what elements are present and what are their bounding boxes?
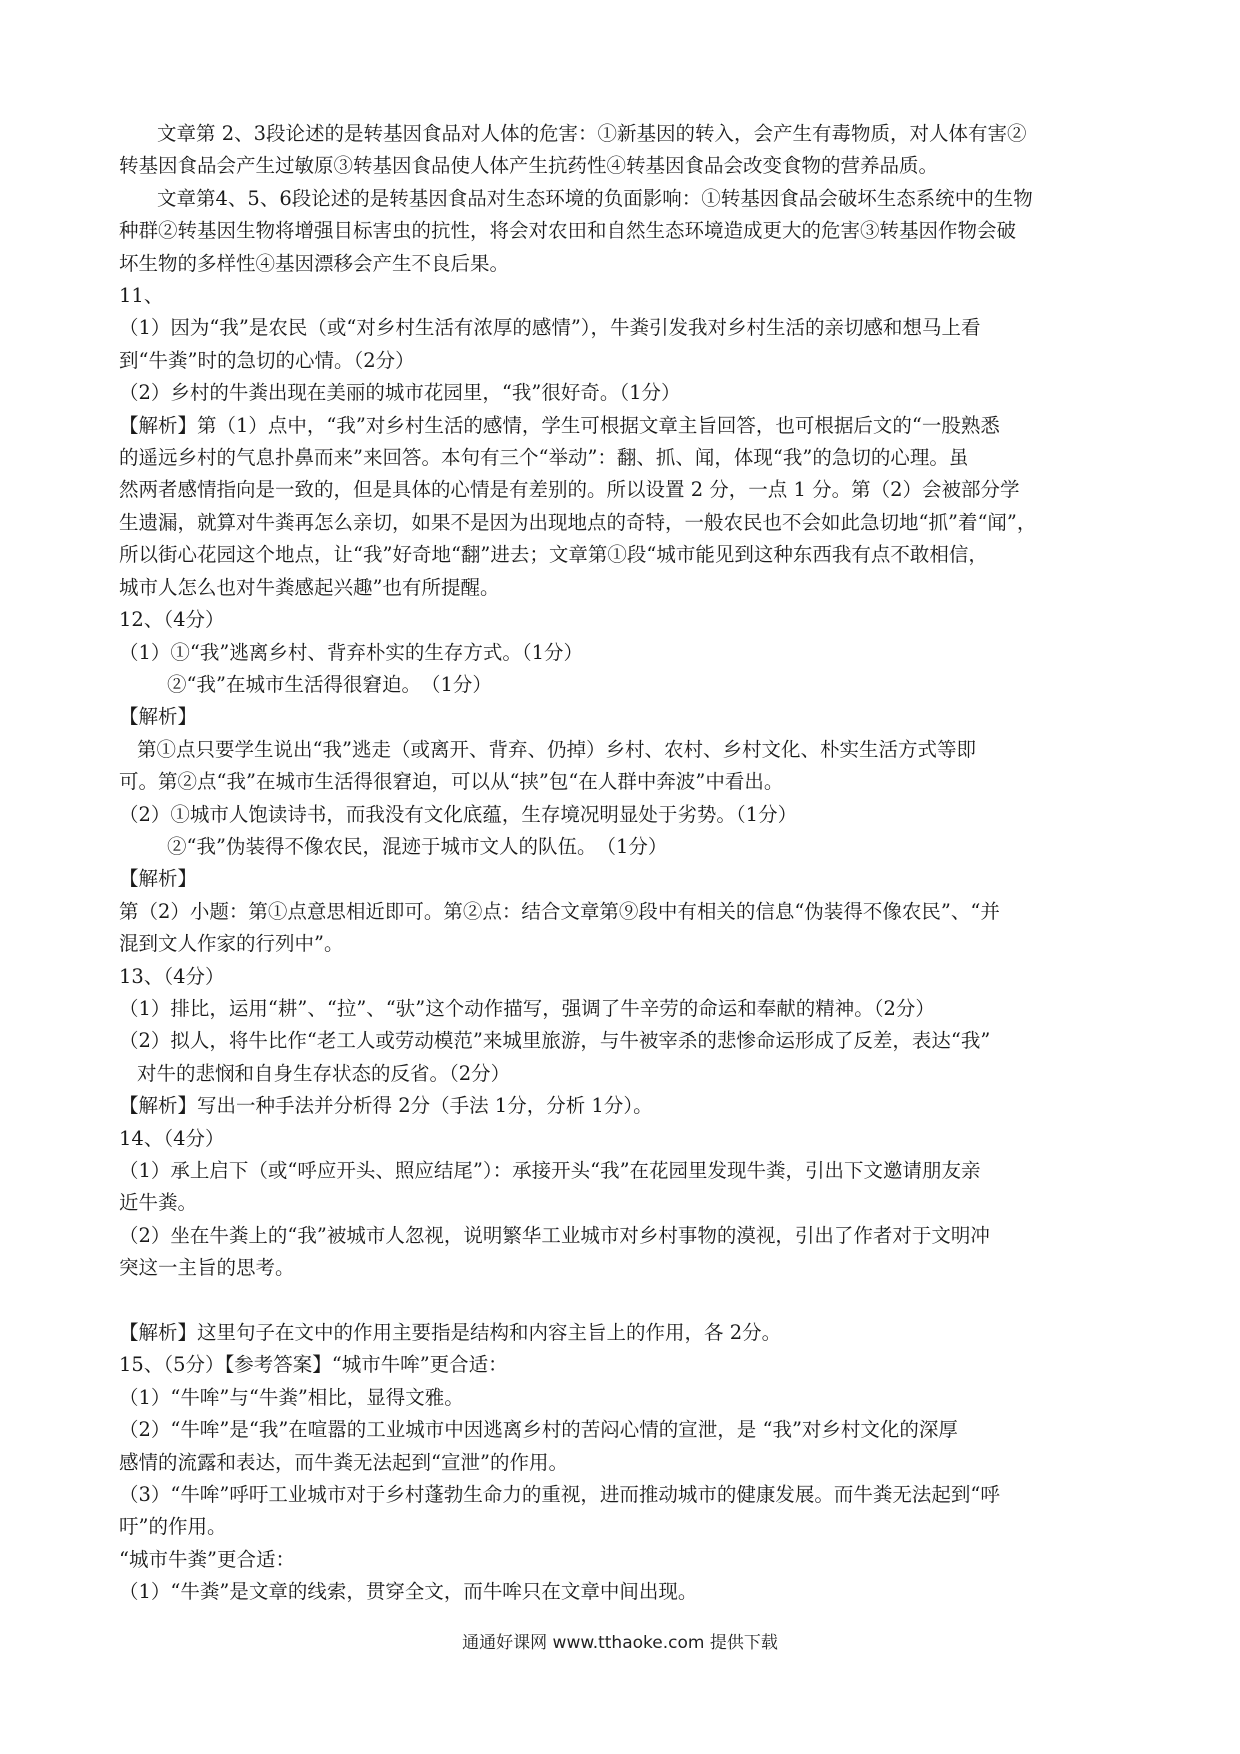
- text-line: 对牛的悲悯和自身生存状态的反省。（2分）: [137, 1061, 511, 1085]
- text-line: （1）因为“我”是农民（或“对乡村生活有浓厚的感情”），牛粪引发我对乡村生活的亲切感和想马上看: [119, 316, 981, 340]
- text-line: 文章第4、5、6段论述的是转基因食品对生态环境的负面影响：①转基因食品会破坏生态系统中的生物: [157, 186, 1033, 210]
- text-line: （2）①城市人饱读诗书，而我没有文化底蕴，生存境况明显处于劣势。（1分）: [119, 802, 798, 826]
- text-line: （3）“牛哞”呼吁工业城市对于乡村蓬勃生命力的重视，进而推动城市的健康发展。而牛粪无法起到“呼: [119, 1483, 1000, 1507]
- text-line: （2）坐在牛粪上的“我”被城市人忽视，说明繁华工业城市对乡村事物的漠视，引出了作者对于文明冲: [119, 1223, 990, 1247]
- text-line: （1）承上启下（或“呼应开头、照应结尾”）：承接开头“我”在花园里发现牛粪，引出下文邀请朋友亲: [119, 1159, 981, 1182]
- text-line: 可。第②点“我”在城市生活得很窘迫，可以从“挟”包“在人群中奔波”中看出。: [119, 770, 784, 794]
- text-line: （2）拟人，将牛比作“老工人或劳动模范”来城里旅游，与牛被宰杀的悲惨命运形成了反差，表达“我”: [119, 1029, 991, 1053]
- text-line: 第（2）小题：第①点意思相近即可。第②点：结合文章第⑨段中有相关的信息“伪装得不像农民”、“并: [119, 899, 1000, 923]
- text-line: 城市人怎么也对牛粪感起兴趣”也有所提醒。: [119, 575, 500, 599]
- text-line: 第①点只要学生说出“我”逃走（或离开、背弃、仍掉）乡村、农村、乡村文化、朴实生活方式等即: [137, 737, 976, 761]
- text-line: 文章第 2、3段论述的是转基因食品对人体的危害：①新基因的转入，会产生有毒物质，对人体有害②: [157, 122, 1027, 145]
- text-line: 种群②转基因生物将增强目标害虫的抗性，将会对农田和自然生态环境造成更大的危害③转基因作物会破: [119, 219, 1017, 243]
- text-line: （1）“牛哞”与“牛粪”相比，显得文雅。: [119, 1385, 464, 1409]
- text-line: 坏生物的多样性④基因漂移会产生不良后果。: [119, 251, 510, 275]
- question-number: 13、（4分）: [119, 964, 225, 988]
- text-line: （1）排比，运用“耕”、“拉”、“驮”这个动作描写，强调了牛辛劳的命运和奉献的精神。（2分）: [119, 996, 935, 1020]
- text-line: （2）“牛哞”是“我”在喧嚣的工业城市中因逃离乡村的苦闷心情的宣泄，是 “我”对乡村文化的深厚: [119, 1418, 958, 1442]
- analysis-label: 【解析】: [119, 867, 198, 891]
- text-line: “城市牛粪”更合适：: [119, 1547, 295, 1571]
- text-line: 感情的流露和表达，而牛粪无法起到“宣泄”的作用。: [119, 1450, 568, 1474]
- page-footer: 通通好课网 www.tthaoke.com 提供下载: [462, 1633, 778, 1653]
- question-number: 15、（5分）【参考答案】“城市牛哞”更合适：: [119, 1353, 508, 1377]
- text-line: （2）乡村的牛粪出现在美丽的城市花园里，“我”很好奇。（1分）: [119, 381, 681, 405]
- text-line: ②“我”在城市生活得很窘迫。 （1分）: [167, 672, 492, 696]
- text-line: 近牛粪。: [119, 1191, 198, 1215]
- text-line: 突这一主旨的思考。: [119, 1256, 295, 1280]
- analysis-line: 【解析】第（1）点中，“我”对乡村生活的感情，学生可根据文章主旨回答，也可根据后文的“一股熟悉: [119, 413, 1000, 437]
- text-line: ②“我”伪装得不像农民，混迹于城市文人的队伍。 （1分）: [167, 834, 668, 858]
- text-line: 生遗漏，就算对牛粪再怎么亲切，如果不是因为出现地点的奇特，一般农民也不会如此急切地“抓”着“闻”，: [119, 510, 1037, 534]
- question-number: 14、（4分）: [119, 1126, 225, 1150]
- question-number: 12、（4分）: [119, 608, 225, 632]
- text-line: 所以街心花园这个地点，让“我”好奇地“翻”进去；文章第①段“城市能见到这种东西我有点不敢相信，: [119, 543, 988, 567]
- text-line: （1）①“我”逃离乡村、背弃朴实的生存方式。（1分）: [119, 640, 584, 664]
- text-line: 混到文人作家的行列中”。: [119, 932, 344, 956]
- analysis-label: 【解析】: [119, 705, 198, 729]
- blank-line: [119, 1285, 1129, 1317]
- text-line: （1）“牛粪”是文章的线索，贯穿全文，而牛哞只在文章中间出现。: [119, 1580, 698, 1604]
- analysis-line: 【解析】这里句子在文中的作用主要指是结构和内容主旨上的作用，各 2分。: [119, 1321, 782, 1345]
- question-number: 11、: [119, 284, 164, 308]
- text-line: 到“牛粪”时的急切的心情。（2分）: [119, 348, 415, 372]
- text-line: 然两者感情指向是一致的，但是具体的心情是有差别的。所以设置 2 分，一点 1 分。第（2）会被部分学: [119, 478, 1020, 502]
- answer-text-body: [119, 118, 1129, 1609]
- text-line: 吁”的作用。: [119, 1515, 227, 1539]
- text-line: 的遥远乡村的气息扑鼻而来”来回答。本句有三个“举动”：翻、抓、闻，体现“我”的急切的心理。虽: [119, 446, 969, 470]
- text-line: 转基因食品会产生过敏原③转基因食品使人体产生抗药性④转基因食品会改变食物的营养品质。: [119, 154, 939, 178]
- analysis-line: 【解析】写出一种手法并分析得 2分（手法 1分，分析 1分）。: [119, 1094, 653, 1118]
